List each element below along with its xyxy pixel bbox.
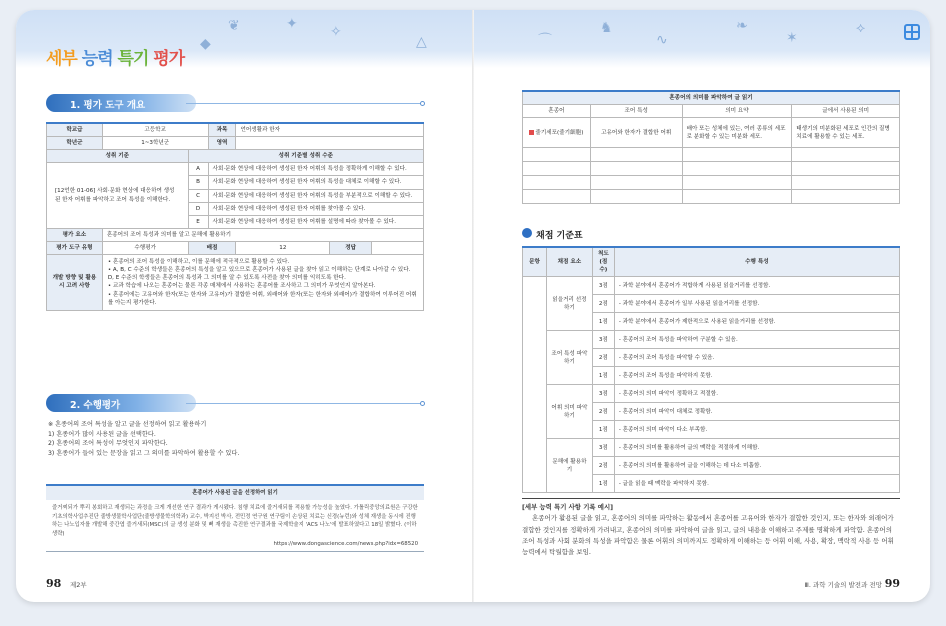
- grade-label: 학년군: [47, 137, 103, 150]
- level-grade: C: [188, 189, 208, 202]
- words-col-header: 글에서 사용된 의미: [792, 105, 900, 118]
- animal-doodle-icon: ♞: [600, 20, 613, 36]
- domain-label: 영역: [208, 137, 236, 150]
- rubric-scale: 3점: [592, 331, 614, 349]
- section-rule: [186, 103, 424, 104]
- task-item: 2) 혼종어의 조어 특성이 무엇인지 파악한다.: [48, 440, 168, 448]
- subject-value: 언어생활과 한자: [236, 123, 424, 137]
- section-rule-end: [420, 101, 425, 106]
- rubric-scale: 3점: [592, 277, 614, 295]
- bird-doodle-icon: ✧: [330, 24, 342, 40]
- summary-cell: 배아 또는 성체에 있는, 여러 종류의 세포로 분화할 수 있는 미분화 세포.: [682, 118, 792, 148]
- usage-cell: 태생기의 미분화된 세포로 인간의 질병 치료에 활용할 수 있는 세포.: [792, 118, 900, 148]
- rubric-desc: - 혼종어의 의미 파악이 대체로 정확함.: [614, 403, 899, 421]
- standard-label: 성취 기준: [47, 150, 189, 163]
- guide-item: • A, B, C 수준의 학생들은 혼종어의 특성을 알고 있으므로 혼종어가 사용된 글을 찾아 읽고 이해하는 단계로 나아갈 수 있다. D, E 수준의 학생들은 혼종어의 특성과 그 의미를 알 수 있도록 사전을 찾아 의미를 익히도록 한다.: [107, 267, 411, 282]
- empty-row: [523, 190, 900, 204]
- level-grade: A: [188, 163, 208, 176]
- words-col-header: 조어 특성: [590, 105, 682, 118]
- page-label-right: Ⅲ. 과학 기술의 발전과 전망: [804, 581, 882, 589]
- task-item: 1) 혼종어가 많이 사용된 글을 선택한다.: [48, 430, 156, 438]
- leaf-doodle-icon: ❧: [736, 18, 748, 34]
- rubric-scale: 1점: [592, 475, 614, 493]
- words-col-header: 의미 요약: [682, 105, 792, 118]
- page-number-right: 99: [884, 577, 900, 590]
- rubric-table: [522, 246, 900, 493]
- level-desc: 사회·문화 현상에 대응하여 생성된 한자 어휘의 특성을 부분적으로 이해할 수 있다.: [208, 189, 423, 202]
- school-level-label: 학교급: [47, 123, 103, 137]
- mountain-doodle-icon: ⌒: [538, 33, 552, 49]
- level-grade: D: [188, 202, 208, 215]
- task-list: [48, 420, 424, 458]
- rubric-scale: 2점: [592, 457, 614, 475]
- word-cell: 줄기세포(줄기細胞): [535, 129, 584, 136]
- rubric-desc: - 혼종어의 의미를 활용하여 글을 이해하는 데 다소 미흡함.: [614, 457, 899, 475]
- element-value: 혼종어의 조어 특성과 의미를 알고 문해에 활용하기: [102, 228, 423, 241]
- type-label: 평가 도구 유형: [47, 241, 103, 254]
- record-body: 혼종어가 활용된 글을 읽고, 혼종어의 의미를 파악하는 활동에서 혼종어를 고유어와 한자가 결합한 것인지, 또는 한자와 외래어가 결합한 것인지를 정확하게 가려내고, 혼종어의 의미를 파악하여 글을 읽고, 글의 내용을 이해하고 주제를 명확하게 파악함. 혼종어의 조어 특성과 사회 분화의 특성을 파악함은 물론 어휘의 의미까지도 정확하게 이해하는 등 어휘 이해, 사용, 확장, 맥락적 사용 등 어휘 능력에서 탁월함을 보임.: [522, 514, 894, 557]
- level-desc: 사회·문화 현상에 대응하여 생성된 한자 어휘를 찾아볼 수 있다.: [208, 202, 423, 215]
- reading-box: [46, 484, 424, 552]
- level-desc: 사회·문화 현상에 대응하여 생성된 한자 어휘를 설명에 따라 찾아볼 수 있다.: [208, 215, 423, 228]
- grid-icon[interactable]: [904, 24, 920, 40]
- section-rule-end: [420, 401, 425, 406]
- guide-list: [102, 255, 423, 311]
- type-value: 수행평가: [102, 241, 188, 254]
- words-col-header: 혼종어: [523, 105, 591, 118]
- drop-doodle-icon: ◆: [200, 36, 211, 52]
- section-title-performance: 2. 수행평가: [46, 394, 196, 412]
- reading-source-link[interactable]: https://www.dongascience.com/news.php?idx=68520: [273, 540, 418, 547]
- rubric-scale: 2점: [592, 349, 614, 367]
- book-spine: [472, 10, 474, 602]
- rubric-scale: 3점: [592, 439, 614, 457]
- overview-table: [46, 122, 424, 311]
- leaf-doodle-icon: ❦: [228, 18, 240, 34]
- rubric-desc: - 혼종어의 조어 특성을 파악하여 구분할 수 있음.: [614, 331, 899, 349]
- textbook-spread: [16, 10, 930, 602]
- level-grade: E: [188, 215, 208, 228]
- task-intro: ※ 혼종어의 조어 특성을 알고 글을 선정하여 읽고 활용하기: [48, 421, 207, 428]
- rubric-element: 문해에 활용하기: [546, 439, 592, 493]
- section-logo: 세부 능력 특기 평가: [46, 49, 185, 69]
- example-badge-icon: [529, 130, 534, 135]
- guide-item: • 교과 학습에 나오는 혼종어는 물론 각종 매체에서 사용하는 혼종어를 조사하고 그 의미가 무엇인지 알아본다.: [107, 283, 376, 290]
- question-cell: [523, 277, 547, 493]
- rubric-desc: - 혼종어의 조어 특성을 파악할 수 있음.: [614, 349, 899, 367]
- section-title-overview: 1. 평가 도구 개요: [46, 94, 196, 112]
- record-example: [522, 498, 900, 559]
- star-doodle-icon: ✶: [786, 30, 798, 46]
- empty-row: [523, 162, 900, 176]
- guide-label: 개발 방향 및 활용 시 고려 사항: [47, 255, 103, 311]
- domain-value: [236, 137, 424, 150]
- leaf-doodle-icon: ✦: [286, 16, 298, 32]
- rubric-scale: 2점: [592, 403, 614, 421]
- school-level-value: 고등학교: [102, 123, 208, 137]
- subject-label: 과목: [208, 123, 236, 137]
- rubric-col-header: 수행 특성: [614, 247, 899, 277]
- rubric-desc: - 글을 읽을 때 맥락을 파악하지 못함.: [614, 475, 899, 493]
- rubric-scale: 1점: [592, 313, 614, 331]
- task-item: 3) 혼종어가 들어 있는 문장을 읽고 그 의미를 파악하여 활용할 수 있다.: [48, 449, 240, 457]
- rubric-element: 조어 특성 파악하기: [546, 331, 592, 385]
- empty-row: [523, 176, 900, 190]
- page-label-left: 제2부: [70, 581, 87, 589]
- section-rule: [186, 403, 424, 404]
- rubric-scale: 1점: [592, 421, 614, 439]
- score-value: 12: [236, 241, 330, 254]
- triangle-doodle-icon: △: [416, 34, 427, 50]
- reading-title: 혼종어가 사용된 글을 선정하여 읽기: [46, 486, 424, 500]
- words-table-title: 혼종어의 의미를 파악하여 글 읽기: [523, 91, 900, 105]
- guide-item: • 혼종어에는 고유어와 한자(또는 한자와 고유어)가 결합한 어휘, 외래어와 한자(또는 한자와 외래어)가 결합하여 이루어진 어휘를 아는지 평가한다.: [107, 291, 417, 306]
- bird-doodle-icon: ⟡: [856, 20, 866, 36]
- rubric-scale: 1점: [592, 367, 614, 385]
- level-label: 성취 기준별 성취 수준: [188, 150, 423, 163]
- rubric-desc: - 혼종어의 의미 파악이 정확하고 적절함.: [614, 385, 899, 403]
- words-table: [522, 90, 900, 204]
- rubric-element: 읽을거리 선정하기: [546, 277, 592, 331]
- level-grade: B: [188, 176, 208, 189]
- empty-row: [523, 148, 900, 162]
- rubric-desc: - 과학 분야에서 혼종어가 일부 사용된 읽을거리를 선정함.: [614, 295, 899, 313]
- rubric-scale: 2점: [592, 295, 614, 313]
- feature-cell: 고유어와 한자가 결합한 어휘: [590, 118, 682, 148]
- rubric-col-header: 문항: [523, 247, 547, 277]
- rubric-desc: - 혼종어의 조어 특성을 파악하지 못함.: [614, 367, 899, 385]
- score-label: 배점: [188, 241, 236, 254]
- wave-doodle-icon: ∿: [656, 32, 668, 48]
- rubric-title: 채점 기준표: [522, 228, 583, 241]
- rubric-desc: - 혼종어의 의미 파악이 다소 부족함.: [614, 421, 899, 439]
- rubric-desc: - 혼종어의 의미를 활용하여 글의 맥락을 적절하게 이해함.: [614, 439, 899, 457]
- level-desc: 사회·문화 현상에 대응하여 생성된 한자 어휘의 특성을 대체로 이해할 수 있다.: [208, 176, 423, 189]
- level-desc: 사회·문화 현상에 대응하여 생성된 한자 어휘의 특성을 정확하게 이해할 수 있다.: [208, 163, 423, 176]
- rubric-desc: - 과학 분야에서 혼종어가 적합하게 사용된 읽을거리를 선정함.: [614, 277, 899, 295]
- rubric-element: 어휘 의미 파악하기: [546, 385, 592, 439]
- answer-label: 정답: [330, 241, 372, 254]
- standard-text: [12언한 01-06] 사회·문화 현상에 대응하여 생성된 한자 어휘를 파악하고 조어 특성을 이해한다.: [47, 163, 189, 229]
- guide-item: • 혼종어의 조어 특성을 이해하고, 이를 문해에 적극적으로 활용할 수 있다.: [107, 259, 290, 266]
- page-number-left: 98: [46, 577, 62, 590]
- rubric-col-header: 척도(점수): [592, 247, 614, 277]
- reading-body: 즐거찌되가 뿌리 봉회하고 재생되는 과정을 크게 개선한 연구 결과가 게시됐다. 침행 치료에 즐거새되를 적용할 가능성을 높였다. 가톨릭중앙의료원은 구강한 기초의학사업추진단 줄방생물학사업단(줄방생물학의학과) 교수, 박지선 박사, 전민정 연구원 연구팀이 손상된 치료는 신경(뉴런)와 성체 재생을 동시에 진행하는 나노입자를 개발해 중간엽 즐거새되(MSC)의 글 생성 분화 및 뼈 재생을 촉진한 연구결과를 국제학술지 'ACS 나노'에 발표하였다고 18일 밝혔다. (이하 생략): [52, 505, 418, 537]
- rubric-col-header: 채점 요소: [546, 247, 592, 277]
- grade-value: 1~3학년군: [102, 137, 208, 150]
- element-label: 평가 요소: [47, 228, 103, 241]
- rubric-scale: 3점: [592, 385, 614, 403]
- answer-value: [372, 241, 424, 254]
- record-title: [세부 능력 특기 사항 기록 예시]: [522, 498, 900, 513]
- rubric-desc: - 과학 분야에서 혼종어가 제한적으로 사용된 읽을거리를 선정함.: [614, 313, 899, 331]
